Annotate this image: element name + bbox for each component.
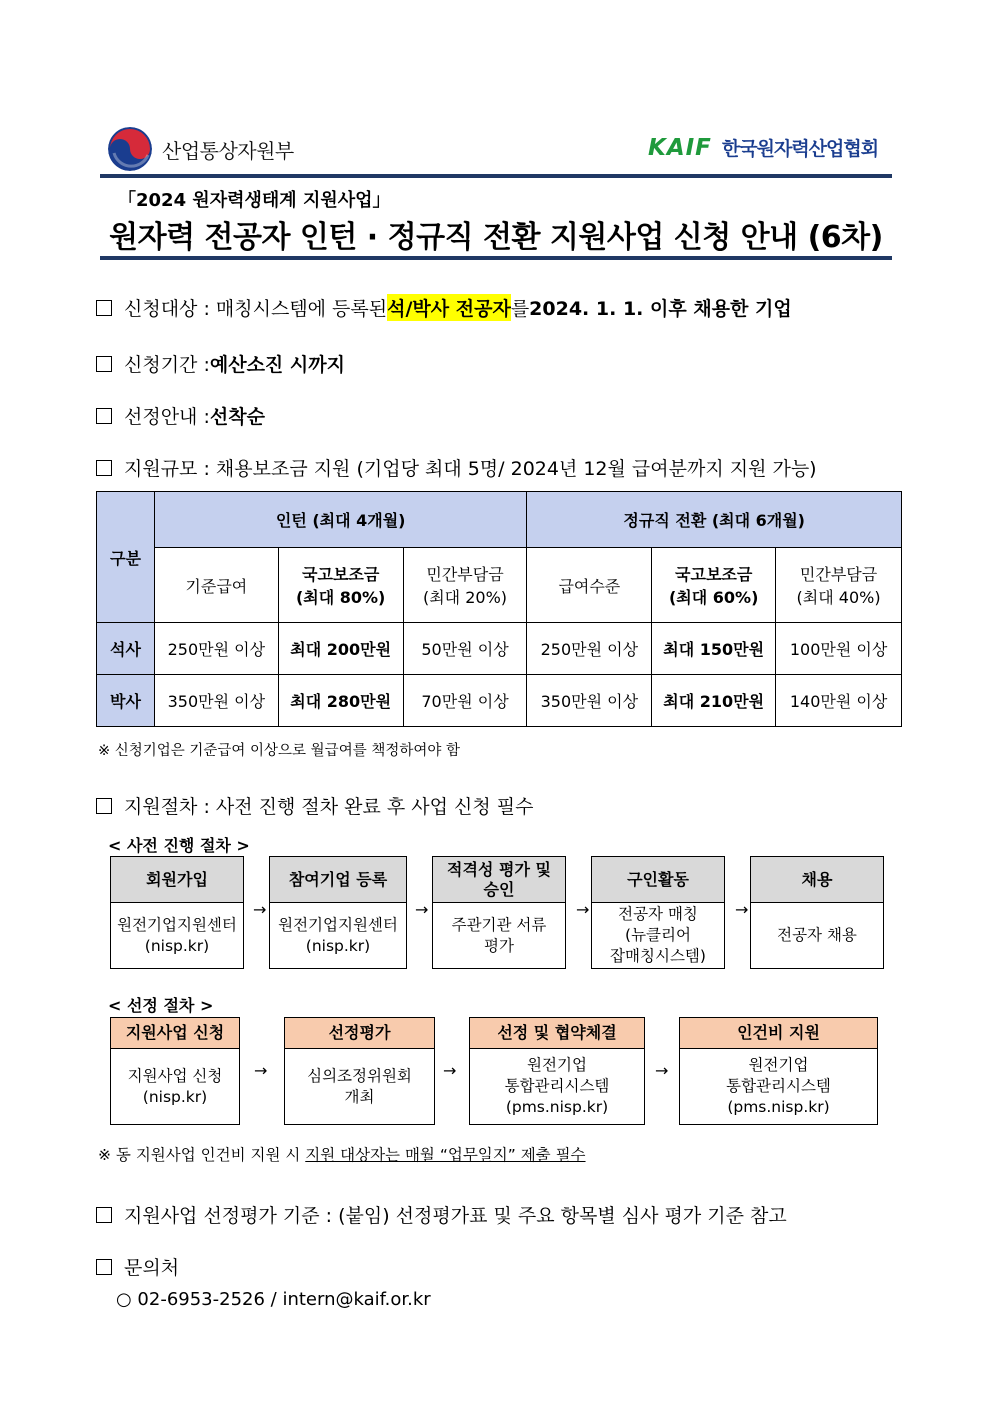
sub-private-regular: 민간부담금 (최대 40%): [776, 548, 902, 623]
contact-line: ○ 02-6953-2526 / intern@kaif.or.kr: [116, 1289, 431, 1310]
step-head: 적격성 평가 및 승인: [433, 857, 565, 903]
step-head: 회원가입: [111, 857, 243, 903]
table-row: [97, 675, 902, 727]
ministry-name: 산업통상자원부: [162, 138, 294, 163]
selection-label: 선정안내 :: [124, 406, 210, 428]
item-procedure: [96, 792, 533, 819]
contact-label: 문의처: [124, 1257, 180, 1279]
item-selection: [96, 402, 265, 429]
intern-header: 인턴 (최대 4개월): [154, 492, 527, 548]
table-cell: 최대 200만원: [278, 623, 403, 675]
step-head: 참여기업 등록: [270, 857, 406, 903]
checkbox-icon: [96, 356, 112, 372]
arrow-icon: →: [443, 1061, 457, 1080]
item-target: [96, 294, 792, 321]
item-criteria: [96, 1201, 787, 1228]
sub-pay-level: 급여수준: [527, 548, 652, 623]
step-head: 구인활동: [592, 857, 724, 903]
pre-step-recruit: 구인활동 전공자 매칭 (뉴클리어 잡매칭시스템): [591, 856, 725, 969]
step-head: 선정평가: [285, 1018, 434, 1049]
step-head: 선정 및 협약체결: [470, 1018, 644, 1049]
selection-value: 선착순: [209, 406, 265, 428]
kaif-abbr: KAIF: [648, 134, 712, 161]
arrow-icon: →: [415, 900, 429, 919]
ministry-logo: [108, 127, 294, 171]
item-scale: [96, 454, 817, 481]
procedure-label: 지원절차 : 사전 진행 절차 완료 후 사업 신청 필수: [124, 796, 534, 818]
checkbox-icon: [96, 300, 112, 316]
target-label: 신청대상 : 매칭시스템에 등록된: [124, 298, 388, 320]
regular-header: 정규직 전환 (최대 6개월): [527, 492, 902, 548]
page-title: 원자력 전공자 인턴 · 정규직 전환 지원사업 신청 안내 (6차): [109, 220, 883, 255]
table-row: [97, 623, 902, 675]
checkbox-icon: [96, 1259, 112, 1275]
item-period: [96, 350, 345, 377]
sub-gov-regular: 국고보조금 (최대 60%): [652, 548, 776, 623]
period-label: 신청기간 :: [124, 354, 210, 376]
sel-step-evaluation: 선정평가 심의조정위원회 개최: [284, 1017, 435, 1125]
period-value: 예산소진 시까지: [209, 354, 345, 376]
pre-procedure-title: < 사전 진행 절차 >: [108, 836, 250, 855]
sub-base-pay: 기준급여: [154, 548, 278, 623]
table-cell: 250만원 이상: [527, 623, 652, 675]
arrow-icon: →: [254, 1061, 268, 1080]
table-cell: 350만원 이상: [527, 675, 652, 727]
row-label: 박사: [97, 675, 155, 727]
taegeuk-icon: [108, 127, 152, 171]
row-label: 석사: [97, 623, 155, 675]
criteria-label: 지원사업 선정평가 기준 : (붙임) 선정평가표 및 주요 항목별 심사 평가 기준 참고: [124, 1205, 787, 1227]
checkbox-icon: [96, 460, 112, 476]
checkbox-icon: [96, 798, 112, 814]
pre-step-signup: 회원가입 원전기업지원센터 (nisp.kr): [110, 856, 244, 969]
table-cell: 140만원 이상: [776, 675, 902, 727]
title-rule: [100, 256, 892, 260]
pre-step-register: 참여기업 등록 원전기업지원센터 (nisp.kr): [269, 856, 407, 969]
step-head: 지원사업 신청: [111, 1018, 239, 1049]
table-cell: 350만원 이상: [154, 675, 278, 727]
target-date: 2024. 1. 1. 이후 채용한 기업: [529, 298, 792, 320]
pre-step-eligibility: 적격성 평가 및 승인 주관기관 서류 평가: [432, 856, 566, 969]
step-head: 인건비 지원: [680, 1018, 877, 1049]
table-corner: 구분: [97, 492, 155, 623]
arrow-icon: →: [253, 900, 267, 919]
top-rule: [100, 174, 892, 178]
pre-step-hire: 채용 전공자 채용: [750, 856, 884, 969]
table-cell: 100만원 이상: [776, 623, 902, 675]
target-rest: 를: [510, 298, 530, 320]
sel-step-payment: 인건비 지원 원전기업 통합관리시스템 (pms.nisp.kr): [679, 1017, 878, 1125]
table-note: ※ 신청기업은 기준급여 이상으로 월급여를 책정하여야 함: [98, 743, 460, 759]
subtitle: 「2024 원자력생태계 지원사업」: [118, 190, 391, 211]
selection-procedure-title: < 선정 절차 >: [108, 996, 214, 1015]
target-highlight: 석/박사 전공자: [387, 294, 511, 321]
item-contact: [96, 1253, 179, 1280]
step-head: 채용: [751, 857, 883, 903]
sel-step-apply: 지원사업 신청 지원사업 신청 (nisp.kr): [110, 1017, 240, 1125]
table-cell: 50만원 이상: [403, 623, 527, 675]
arrow-icon: →: [735, 900, 749, 919]
kaif-logo: [648, 134, 878, 161]
kaif-name: 한국원자력산업협회: [721, 138, 879, 160]
support-table: [96, 491, 902, 727]
table-cell: 250만원 이상: [154, 623, 278, 675]
table-cell: 최대 280만원: [278, 675, 403, 727]
arrow-icon: →: [576, 900, 590, 919]
scale-label: 지원규모 : 채용보조금 지원 (기업당 최대 5명/ 2024년 12월 급여분까지 지원 가능): [124, 458, 817, 480]
sub-private-intern: 민간부담금 (최대 20%): [403, 548, 527, 623]
procedure-note: ※ 동 지원사업 인건비 지원 시 지원 대상자는 매월 “업무일지” 제출 필수: [98, 1146, 586, 1164]
table-cell: 최대 210만원: [652, 675, 776, 727]
arrow-icon: →: [655, 1061, 669, 1080]
table-cell: 70만원 이상: [403, 675, 527, 727]
sub-gov-intern: 국고보조금 (최대 80%): [278, 548, 403, 623]
table-cell: 최대 150만원: [652, 623, 776, 675]
checkbox-icon: [96, 408, 112, 424]
sel-step-agreement: 선정 및 협약체결 원전기업 통합관리시스템 (pms.nisp.kr): [469, 1017, 645, 1125]
checkbox-icon: [96, 1207, 112, 1223]
